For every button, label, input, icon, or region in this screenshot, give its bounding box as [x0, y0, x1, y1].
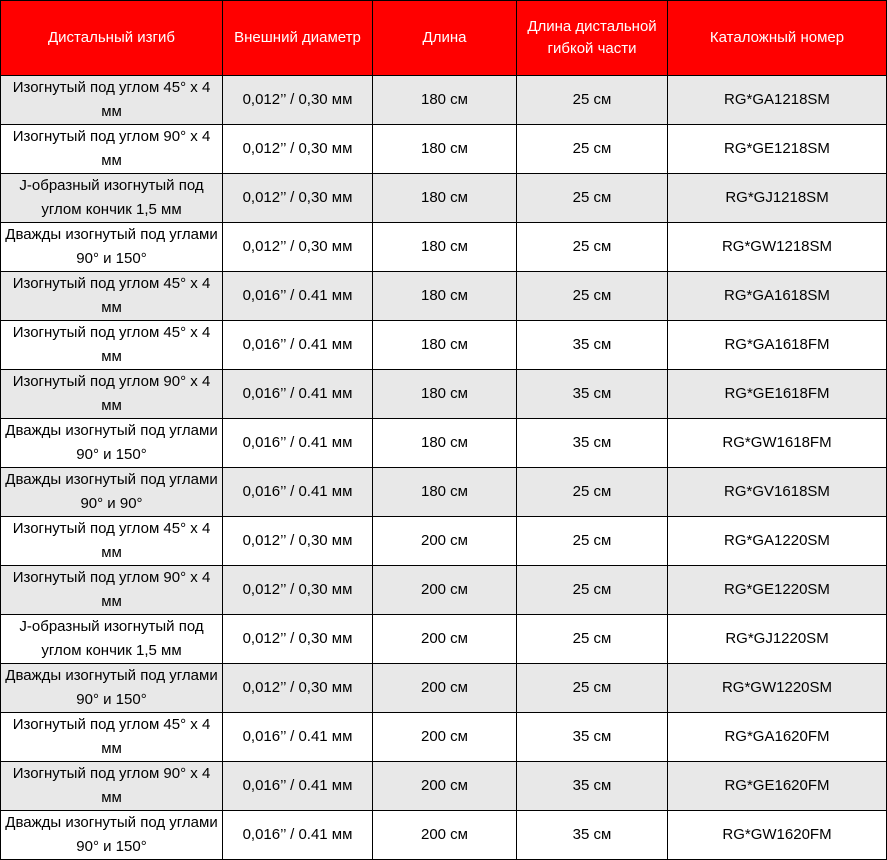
- cell-flexible-length: 25 см: [517, 615, 668, 664]
- table-row: [1, 811, 887, 860]
- table-row: [1, 468, 887, 517]
- header-catalog-number: Каталожный номер: [668, 1, 887, 76]
- cell-catalog-number: RG*GJ1218SM: [668, 174, 887, 223]
- cell-outer-diameter: 0,016’’ / 0.41 мм: [223, 370, 373, 419]
- header-distal-bend: Дистальный изгиб: [1, 1, 223, 76]
- cell-catalog-number: RG*GW1218SM: [668, 223, 887, 272]
- cell-length: 180 см: [373, 370, 517, 419]
- cell-outer-diameter: 0,016’’ / 0.41 мм: [223, 272, 373, 321]
- cell-flexible-length: 25 см: [517, 272, 668, 321]
- cell-catalog-number: RG*GW1220SM: [668, 664, 887, 713]
- table-row: [1, 566, 887, 615]
- cell-length: 200 см: [373, 713, 517, 762]
- cell-outer-diameter: 0,016’’ / 0.41 мм: [223, 468, 373, 517]
- cell-flexible-length: 35 см: [517, 370, 668, 419]
- cell-length: 180 см: [373, 223, 517, 272]
- cell-distal-bend: Дважды изогнутый под углами 90° и 90°: [1, 468, 223, 517]
- cell-length: 200 см: [373, 517, 517, 566]
- cell-flexible-length: 35 см: [517, 762, 668, 811]
- cell-length: 180 см: [373, 125, 517, 174]
- cell-outer-diameter: 0,012’’ / 0,30 мм: [223, 664, 373, 713]
- cell-outer-diameter: 0,012’’ / 0,30 мм: [223, 125, 373, 174]
- cell-length: 200 см: [373, 615, 517, 664]
- cell-distal-bend: Изогнутый под углом 90° x 4 мм: [1, 370, 223, 419]
- cell-outer-diameter: 0,016’’ / 0.41 мм: [223, 321, 373, 370]
- table-row: [1, 517, 887, 566]
- cell-length: 200 см: [373, 566, 517, 615]
- cell-length: 180 см: [373, 321, 517, 370]
- cell-outer-diameter: 0,016’’ / 0.41 мм: [223, 811, 373, 860]
- cell-flexible-length: 25 см: [517, 174, 668, 223]
- cell-flexible-length: 25 см: [517, 468, 668, 517]
- cell-catalog-number: RG*GA1220SM: [668, 517, 887, 566]
- cell-catalog-number: RG*GA1620FM: [668, 713, 887, 762]
- table-row: [1, 664, 887, 713]
- cell-outer-diameter: 0,012’’ / 0,30 мм: [223, 517, 373, 566]
- table-row: [1, 321, 887, 370]
- table-row: [1, 615, 887, 664]
- table-row: [1, 713, 887, 762]
- cell-flexible-length: 35 см: [517, 713, 668, 762]
- cell-length: 200 см: [373, 762, 517, 811]
- cell-distal-bend: J-образный изогнутый под углом кончик 1,5 мм: [1, 615, 223, 664]
- cell-distal-bend: Дважды изогнутый под углами 90° и 150°: [1, 811, 223, 860]
- cell-catalog-number: RG*GW1620FM: [668, 811, 887, 860]
- cell-flexible-length: 25 см: [517, 566, 668, 615]
- cell-length: 200 см: [373, 664, 517, 713]
- table-row: [1, 76, 887, 125]
- cell-flexible-length: 25 см: [517, 223, 668, 272]
- header-length: Длина: [373, 1, 517, 76]
- cell-length: 180 см: [373, 272, 517, 321]
- cell-distal-bend: Дважды изогнутый под углами 90° и 150°: [1, 419, 223, 468]
- cell-catalog-number: RG*GE1218SM: [668, 125, 887, 174]
- cell-outer-diameter: 0,012’’ / 0,30 мм: [223, 174, 373, 223]
- cell-flexible-length: 35 см: [517, 419, 668, 468]
- header-distal-flexible-length: Длина дистальной гибкой части: [517, 1, 668, 76]
- cell-catalog-number: RG*GE1220SM: [668, 566, 887, 615]
- cell-flexible-length: 35 см: [517, 321, 668, 370]
- table-row: [1, 174, 887, 223]
- table-row: [1, 762, 887, 811]
- cell-distal-bend: Дважды изогнутый под углами 90° и 150°: [1, 223, 223, 272]
- cell-distal-bend: Изогнутый под углом 45° x 4 мм: [1, 713, 223, 762]
- cell-outer-diameter: 0,016’’ / 0.41 мм: [223, 419, 373, 468]
- cell-distal-bend: Изогнутый под углом 45° x 4 мм: [1, 517, 223, 566]
- cell-distal-bend: Изогнутый под углом 45° x 4 мм: [1, 272, 223, 321]
- cell-outer-diameter: 0,012’’ / 0,30 мм: [223, 566, 373, 615]
- cell-catalog-number: RG*GA1218SM: [668, 76, 887, 125]
- cell-outer-diameter: 0,012’’ / 0,30 мм: [223, 615, 373, 664]
- cell-length: 180 см: [373, 174, 517, 223]
- cell-distal-bend: Изогнутый под углом 45° x 4 мм: [1, 321, 223, 370]
- cell-catalog-number: RG*GE1620FM: [668, 762, 887, 811]
- table-row: [1, 125, 887, 174]
- cell-distal-bend: Изогнутый под углом 90° x 4 мм: [1, 125, 223, 174]
- cell-length: 200 см: [373, 811, 517, 860]
- cell-catalog-number: RG*GE1618FM: [668, 370, 887, 419]
- table-row: [1, 370, 887, 419]
- cell-distal-bend: J-образный изогнутый под углом кончик 1,5 мм: [1, 174, 223, 223]
- cell-flexible-length: 25 см: [517, 517, 668, 566]
- cell-catalog-number: RG*GJ1220SM: [668, 615, 887, 664]
- cell-flexible-length: 25 см: [517, 664, 668, 713]
- cell-distal-bend: Изогнутый под углом 90° x 4 мм: [1, 566, 223, 615]
- header-outer-diameter: Внешний диаметр: [223, 1, 373, 76]
- cell-outer-diameter: 0,016’’ / 0.41 мм: [223, 713, 373, 762]
- cell-outer-diameter: 0,016’’ / 0.41 мм: [223, 762, 373, 811]
- cell-outer-diameter: 0,012’’ / 0,30 мм: [223, 223, 373, 272]
- cell-length: 180 см: [373, 468, 517, 517]
- table-row: [1, 223, 887, 272]
- cell-flexible-length: 25 см: [517, 76, 668, 125]
- cell-catalog-number: RG*GV1618SM: [668, 468, 887, 517]
- cell-length: 180 см: [373, 76, 517, 125]
- table-header-row: [1, 1, 887, 76]
- cell-distal-bend: Изогнутый под углом 45° x 4 мм: [1, 76, 223, 125]
- table-row: [1, 272, 887, 321]
- cell-flexible-length: 35 см: [517, 811, 668, 860]
- cell-catalog-number: RG*GW1618FM: [668, 419, 887, 468]
- cell-catalog-number: RG*GA1618SM: [668, 272, 887, 321]
- cell-length: 180 см: [373, 419, 517, 468]
- cell-outer-diameter: 0,012’’ / 0,30 мм: [223, 76, 373, 125]
- cell-distal-bend: Изогнутый под углом 90° x 4 мм: [1, 762, 223, 811]
- cell-flexible-length: 25 см: [517, 125, 668, 174]
- table-row: [1, 419, 887, 468]
- cell-catalog-number: RG*GA1618FM: [668, 321, 887, 370]
- cell-distal-bend: Дважды изогнутый под углами 90° и 150°: [1, 664, 223, 713]
